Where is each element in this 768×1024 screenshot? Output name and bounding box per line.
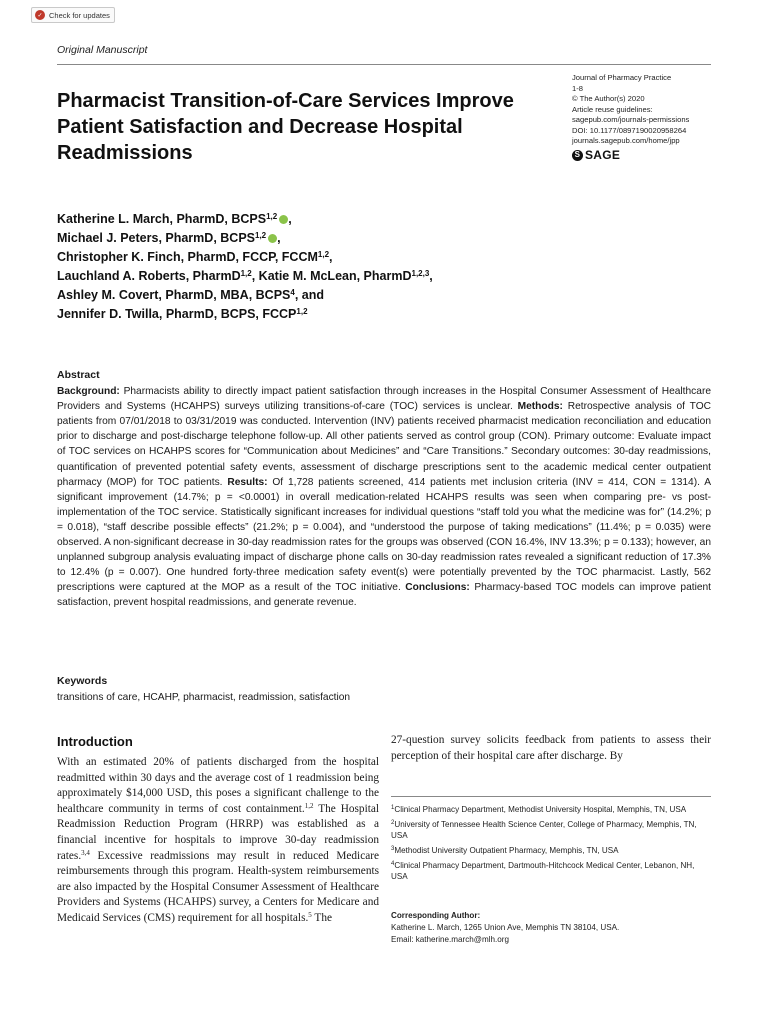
publisher-logo (572, 147, 689, 162)
author-affiliation-marker: 1,2 (317, 250, 330, 259)
intro-text-4: The (311, 911, 332, 924)
author-separator: , (429, 269, 433, 283)
journal-pages: 1-8 (572, 83, 583, 93)
publisher-name: SAGE (585, 147, 621, 162)
journal-reuse-link[interactable]: sagepub.com/journals-permissions (572, 115, 690, 124)
introduction-paragraph (57, 755, 379, 927)
author-name: Michael J. Peters, PharmD, BCPS (57, 231, 255, 245)
author-affiliation-marker: 1,2 (296, 307, 308, 316)
check-for-updates-badge[interactable] (31, 7, 115, 23)
affiliation-number: 4 (391, 861, 395, 867)
background-text: Pharmacists ability to directly impact patient satisfaction through increases in the Hospital Consumer Assessment of Healthcare Providers and Systems (HCAHPS) surveys utilizing transitions-of-care (TOC) services is unclear. (57, 386, 712, 413)
affiliation-item (391, 804, 711, 815)
intro-text-3: Excessive readmissions may result in reduced Medicare reimbursements through this program. Health-system reimbursements are also impacted by the Hospital Consumer Assessment of Healthcare Providers and Systems (HCAHPS) survey, a Centers for Medicare and Medicaid Services (CMS) requirement for all hospitals. (57, 849, 379, 924)
abstract (57, 368, 711, 611)
introduction-heading: Introduction (57, 734, 133, 749)
author-separator: , (277, 231, 281, 245)
sage-logo-icon: S (572, 150, 583, 161)
affiliation-text: Clinical Pharmacy Department, Methodist University Hospital, Memphis, TN, USA (394, 805, 687, 814)
author-separator: , (251, 269, 259, 283)
author-name: Ashley M. Covert, PharmD, MBA, BCPS (57, 288, 291, 302)
intro-text-1: With an estimated 20% of patients discharged from the hospital readmitted within 30 days and the average cost of 1 readmission being approximately $14,000 USD, this poses a significant challenge to the healthcare community in terms of cost containment. (57, 756, 379, 815)
keywords-section (57, 674, 711, 705)
footnote-divider (391, 796, 711, 797)
author-separator: , (329, 250, 333, 264)
affiliation-text: Clinical Pharmacy Department, Dartmouth-Hitchcock Medical Center, Lebanon, NH, USA (391, 861, 695, 881)
results-label: Results: (227, 476, 268, 488)
author-list (57, 210, 617, 324)
corresponding-address: Katherine L. March, 1265 Union Ave, Memphis TN 38104, USA. (391, 923, 620, 932)
author-name: Lauchland A. Roberts, PharmD (57, 269, 241, 283)
journal-doi[interactable]: DOI: 10.1177/0897190020958264 (572, 125, 687, 135)
author-separator: , and (294, 288, 325, 302)
corresponding-label: Corresponding Author: (391, 911, 481, 920)
author-affiliation-marker: 1,2,3 (411, 269, 430, 278)
background-label: Background: (57, 386, 120, 398)
manuscript-type: Original Manuscript (57, 44, 148, 56)
author-name: Katherine L. March, PharmD, BCPS (57, 212, 267, 226)
intro-text-2: The Hospital Readmission Reduction Program (HRRP) was established as a financial incentive for hospitals to improve 30-day readmission rates. (57, 802, 380, 862)
conclusions-label: Conclusions: (405, 582, 470, 594)
journal-copyright: © The Author(s) 2020 (572, 94, 645, 103)
keywords-text: transitions of care, HCAHP, pharmacist, readmission, satisfaction (57, 692, 351, 703)
header-divider (57, 64, 711, 65)
journal-homepage[interactable]: journals.sagepub.com/home/jpp (572, 136, 680, 145)
methods-label: Methods: (517, 401, 563, 413)
affiliation-text: University of Tennessee Health Science Center, College of Pharmacy, Memphis, TN, USA (391, 820, 697, 840)
article-title: Pharmacist Transition-of-Care Services Improve Patient Satisfaction and Decrease Hospital Readmissions (57, 90, 514, 164)
affiliations (391, 804, 711, 886)
author-affiliation-marker: 1,2 (266, 212, 278, 221)
author-affiliation-marker: 1,2 (255, 231, 267, 240)
affiliation-item (391, 860, 711, 882)
affiliation-number: 3 (391, 846, 395, 852)
journal-info (572, 73, 689, 161)
author-name: Christopher K. Finch, PharmD, FCCP, FCCM (57, 250, 318, 264)
abstract-body (57, 384, 711, 610)
methods-text: Retrospective analysis of TOC patients from 07/01/2018 to 03/31/2019 was conducted. Intervention (INV) patients received pharmacist medication reconciliation and education prior to discharge and post-discharge telephone follow-up. All other patients served as control group (CON). Primary outcome: Evaluate impact of TOC services on HCAHPS scores for “Communication about Medicines” and “Care Transitions.” Secondary outcomes: 30-day readmissions, quantification of prevented potential safety events, assessment of discharge prescriptions sent to the academic medical center outpatient pharmacy (MOP) for TOC patients. (57, 401, 711, 488)
introduction-continued: 27-question survey solicits feedback from patients to assess their perception of their hospital care after discharge. By (391, 734, 711, 762)
keywords-heading: Keywords (57, 675, 108, 687)
affiliation-item (391, 845, 711, 856)
orcid-icon[interactable] (268, 234, 277, 243)
author-separator: , (288, 212, 292, 226)
corresponding-author (391, 910, 711, 946)
conclusions-text: Pharmacy-based TOC models can improve patient satisfaction, prevent hospital readmissions, and generate revenue. (57, 582, 712, 609)
citation-1-2[interactable]: 1,2 (304, 801, 314, 810)
corresponding-email[interactable]: Email: katherine.march@mlh.org (391, 935, 509, 944)
author-name: Katie M. McLean, PharmD (258, 269, 412, 283)
citation-5[interactable]: 5 (308, 910, 312, 919)
author-affiliation-marker: 1,2 (240, 269, 252, 278)
journal-name: Journal of Pharmacy Practice (572, 73, 672, 82)
crossmark-icon: ✓ (35, 10, 45, 20)
check-for-updates-label: Check for updates (49, 10, 110, 20)
affiliation-text: Methodist University Outpatient Pharmacy, Memphis, TN, USA (394, 846, 619, 855)
author-name: Jennifer D. Twilla, PharmD, BCPS, FCCP (57, 307, 297, 321)
results-text: Of 1,728 patients screened, 414 patients met inclusion criteria (INV = 414, CON = 1314). A significant improvement (14.7%; p = <0.0001) in overall medication-related HCAHPS results was seen when comparing pre- vs post-implementation of the TOC service. Statistically significant increases for individual questions “staff told you what the medicine was for” (14.2%; p = 0.018), “staff describe possible effects” (21.2%; p = 0.004), and “understood the purpose of taking medications” (11.4%; p = 0.035) were observed. A non-significant decrease in 30-day readmission rates for the groups was observed (CON 16.4%, INV 13.3%; p = 0.133); however, an unplanned subgroup analysis evaluating impact of discharge phone calls on 30-day readmission rates revealed a significant reduction of 17.3% to 12.4% (p = 0.007). One hundred forty-three medication safety event(s) were potentially prevented by the TOC pharmacist. Lastly, 562 prescriptions were captured at the MOP as a result of the TOC initiative. (57, 476, 711, 594)
abstract-heading: Abstract (57, 369, 100, 381)
affiliation-number: 2 (391, 820, 395, 826)
affiliation-item (391, 819, 711, 841)
orcid-icon[interactable] (279, 215, 288, 224)
journal-reuse: Article reuse guidelines: (572, 104, 653, 114)
affiliation-number: 1 (391, 805, 395, 811)
citation-3-4[interactable]: 3,4 (81, 848, 90, 857)
author-affiliation-marker: 4 (290, 288, 295, 297)
